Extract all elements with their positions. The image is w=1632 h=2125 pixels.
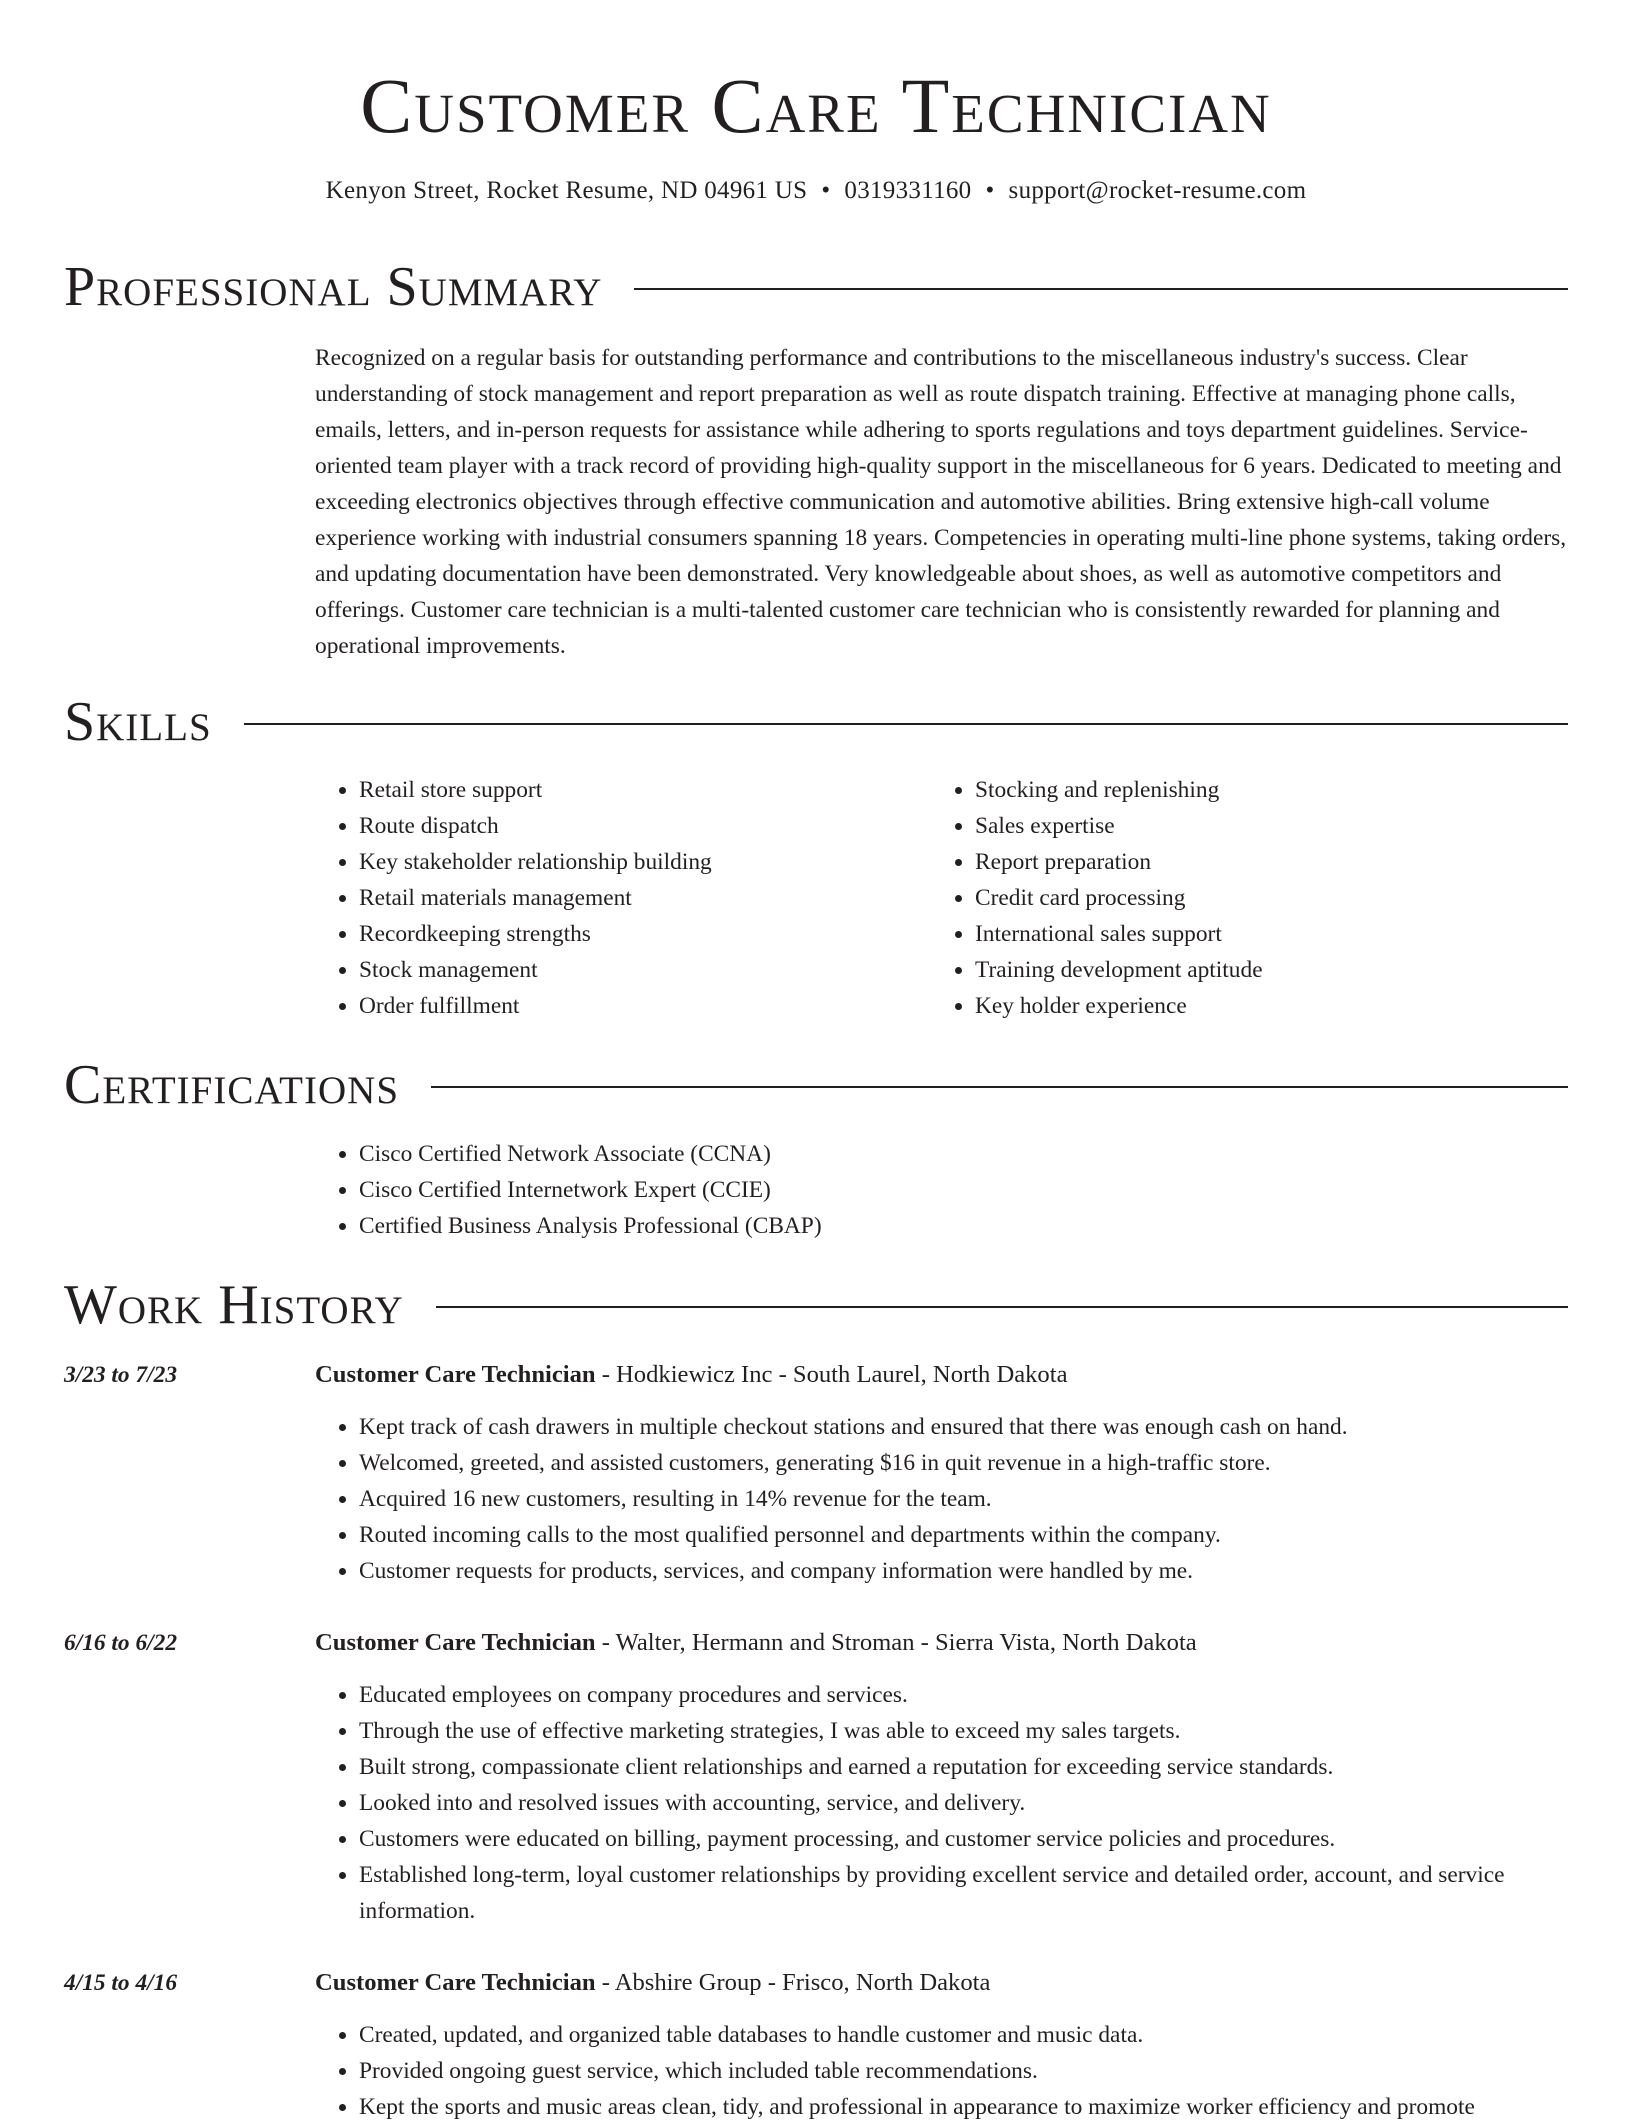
contact-email: support@rocket-resume.com bbox=[1008, 177, 1307, 204]
section-divider bbox=[634, 288, 1568, 290]
job-role: Customer Care Technician bbox=[315, 1361, 596, 1388]
job-bullet: • Kept the sports and music areas clean, tidy, and professional in appearance to maximize worker efficiency and promote bbox=[359, 2089, 1618, 2125]
job-employer-location: - Hodkiewicz Inc - South Laurel, North Dakota bbox=[595, 1361, 1068, 1388]
job-bullet: • Welcomed, greeted, and assisted customers, generating $16 in quit revenue in a high-traffic store. bbox=[359, 1445, 1618, 1481]
skill-item: • Stock management bbox=[359, 952, 875, 988]
skills-list-left bbox=[315, 772, 875, 1024]
job-bullet: • Educated employees on company procedures and services. bbox=[359, 1677, 1618, 1713]
job-employer-location: - Walter, Hermann and Stroman - Sierra Vista, North Dakota bbox=[595, 1629, 1197, 1656]
job-bullet: • Customers were educated on billing, payment processing, and customer service policies and procedures. bbox=[359, 1821, 1618, 1857]
skill-item: • Key stakeholder relationship building bbox=[359, 844, 875, 880]
work-section-header bbox=[64, 1273, 1568, 1337]
skill-item: • Retail store support bbox=[359, 772, 875, 808]
summary-section-title: Professional Summary bbox=[64, 256, 603, 318]
job-title-line bbox=[315, 1357, 1067, 1393]
section-divider bbox=[436, 1306, 1568, 1308]
skill-item: • Recordkeeping strengths bbox=[359, 916, 875, 952]
job-bullet: • Established long-term, loyal customer relationships by providing excellent service and detailed order, account, and service information. bbox=[359, 1857, 1618, 1929]
job-bullet: • Built strong, compassionate client relationships and earned a reputation for exceeding service standards. bbox=[359, 1749, 1618, 1785]
job-bullets bbox=[315, 1409, 1618, 1589]
certifications-section-title: Certifications bbox=[64, 1054, 400, 1116]
certification-item: • Cisco Certified Internetwork Expert (CCIE) bbox=[359, 1172, 1515, 1208]
section-divider bbox=[431, 1086, 1568, 1088]
job-role: Customer Care Technician bbox=[315, 1969, 596, 1996]
contact-separator: • bbox=[821, 177, 831, 204]
skill-item: • Report preparation bbox=[975, 844, 1531, 880]
contact-separator: • bbox=[985, 177, 995, 204]
skill-item: • Route dispatch bbox=[359, 808, 875, 844]
skills-section-header bbox=[64, 690, 1568, 754]
skill-item: • Sales expertise bbox=[975, 808, 1531, 844]
job-bullet: • Provided ongoing guest service, which included table recommendations. bbox=[359, 2053, 1618, 2089]
job-bullet: • Looked into and resolved issues with accounting, service, and delivery. bbox=[359, 1785, 1618, 1821]
job-dates: 3/23 to 7/23 bbox=[64, 1362, 178, 1388]
summary-text: Recognized on a regular basis for outstanding performance and contributions to the miscellaneous industry's success. Clear understanding of stock management and report preparation as well as route dispatch training. Effective at managing phone calls, emails, letters, and in-person requests for assistance while adhering to sports regulations and toys department guidelines. Service-oriented team player with a track record of providing high-quality support in the miscellaneous for 6 years. Dedicated to meeting and exceeding electronics objectives through effective communication and automotive abilities. Bring extensive high-call volume experience working with industrial consumers spanning 18 years. Competencies in operating multi-line phone systems, taking orders, and updating documentation have been demonstrated. Very knowledgeable about shoes, as well as automotive competitors and offerings. Customer care technician is a multi-talented customer care technician who is consistently rewarded for planning and operational improvements. bbox=[315, 345, 1567, 659]
skill-item: • Stocking and replenishing bbox=[975, 772, 1531, 808]
summary-section-header bbox=[64, 255, 1568, 319]
certifications-list bbox=[315, 1136, 1515, 1244]
certifications-section-header bbox=[64, 1053, 1568, 1117]
job-role: Customer Care Technician bbox=[315, 1629, 596, 1656]
job-bullet: • Through the use of effective marketing strategies, I was able to exceed my sales targets. bbox=[359, 1713, 1618, 1749]
skills-list-right bbox=[931, 772, 1531, 1024]
job-title-line bbox=[315, 1965, 990, 2001]
job-bullet: • Routed incoming calls to the most qualified personnel and departments within the company. bbox=[359, 1517, 1618, 1553]
skill-item: • Credit card processing bbox=[975, 880, 1531, 916]
skills-section-title: Skills bbox=[64, 691, 212, 753]
job-bullet: • Customer requests for products, services, and company information were handled by me. bbox=[359, 1553, 1618, 1589]
contact-phone: 0319331160 bbox=[844, 177, 972, 204]
job-dates: 6/16 to 6/22 bbox=[64, 1630, 178, 1656]
job-bullets bbox=[315, 2017, 1618, 2125]
job-bullet: • Created, updated, and organized table databases to handle customer and music data. bbox=[359, 2017, 1618, 2053]
skill-item: • Key holder experience bbox=[975, 988, 1531, 1024]
job-title-line bbox=[315, 1625, 1197, 1661]
work-section-title: Work History bbox=[64, 1274, 404, 1336]
job-bullet: • Acquired 16 new customers, resulting in 14% revenue for the team. bbox=[359, 1481, 1618, 1517]
resume-name: Customer Care Technician bbox=[360, 62, 1272, 149]
job-dates: 4/15 to 4/16 bbox=[64, 1970, 178, 1996]
contact-address: Kenyon Street, Rocket Resume, ND 04961 US bbox=[325, 177, 808, 204]
skill-item: • Training development aptitude bbox=[975, 952, 1531, 988]
contact-line bbox=[0, 175, 1632, 207]
job-bullets bbox=[315, 1677, 1618, 1929]
certification-item: • Certified Business Analysis Professional (CBAP) bbox=[359, 1208, 1515, 1244]
section-divider bbox=[244, 723, 1568, 725]
job-bullet: • Kept track of cash drawers in multiple checkout stations and ensured that there was enough cash on hand. bbox=[359, 1409, 1618, 1445]
job-employer-location: - Abshire Group - Frisco, North Dakota bbox=[595, 1969, 991, 1996]
skill-item: • Order fulfillment bbox=[359, 988, 875, 1024]
skill-item: • Retail materials management bbox=[359, 880, 875, 916]
certification-item: • Cisco Certified Network Associate (CCNA) bbox=[359, 1136, 1515, 1172]
skill-item: • International sales support bbox=[975, 916, 1531, 952]
